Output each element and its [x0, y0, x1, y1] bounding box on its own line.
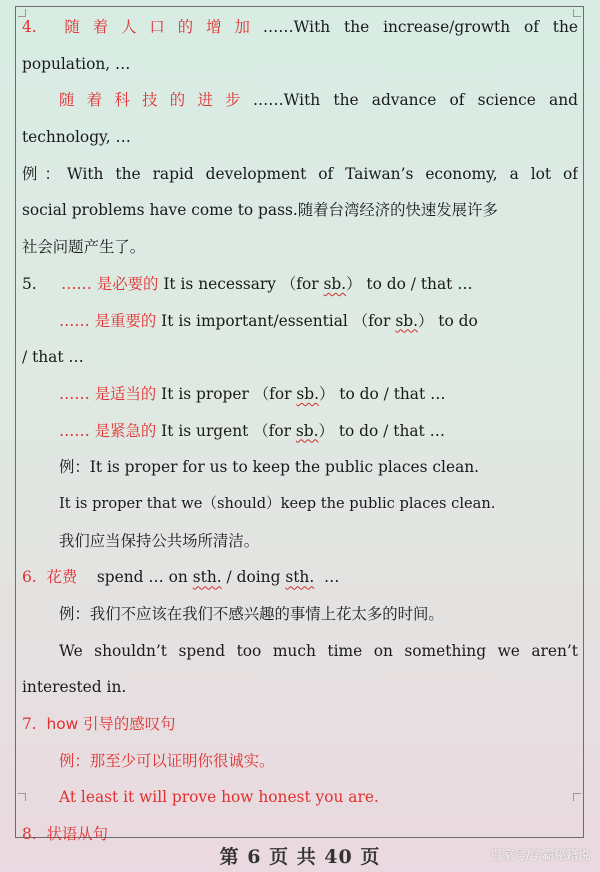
- item4-example-cn3: 社会问题产生了。: [22, 238, 146, 257]
- item5-b-cont: / that …: [22, 348, 84, 367]
- item5-a-en1: It is necessary （for: [163, 274, 319, 293]
- item6-example-en2: interested in.: [22, 678, 127, 697]
- item4-english-b: ……With the advance of science and: [252, 91, 578, 110]
- example-label: 例：: [22, 164, 67, 183]
- item4-example-en1: With the rapid development of Taiwan’s economy, a lot of: [66, 164, 578, 183]
- item6-example-en1: We shouldn’t spend too much time on something we aren’t: [59, 641, 578, 660]
- item4-phrase-a: 随着人口的增加: [64, 18, 263, 36]
- item4-english-a: ……With the increase/growth of the: [262, 18, 578, 36]
- item5-b-cn: 是重要的: [94, 311, 157, 330]
- item5-c-dots: ……: [59, 384, 90, 403]
- item5-b-en1: It is important/essential （for: [161, 311, 391, 330]
- item5-example-line1: [22, 449, 578, 486]
- item6-number: 6.: [22, 568, 37, 587]
- item6-line1: [22, 559, 578, 596]
- example-label: 例：: [59, 751, 90, 770]
- item6-example-line2: [22, 633, 578, 670]
- item5-a-cn: 是必要的: [96, 274, 159, 293]
- item5-d-en1: It is urgent （for: [161, 421, 291, 440]
- item5-example-cn: 我们应当保持公共场所清洁。: [59, 531, 260, 550]
- item5-example-line3: [22, 523, 578, 560]
- item7-line1: [22, 706, 578, 743]
- example-label: 例：: [59, 458, 90, 477]
- item4-line4: [22, 119, 578, 156]
- page-number: 第 6 页 共 40 页: [219, 846, 381, 868]
- watermark: 百家号/学霸秘籍说: [489, 848, 590, 862]
- item4-english-a-cont: population, …: [22, 54, 131, 73]
- item4-english-b-cont: technology, …: [22, 128, 131, 147]
- item4-example-cn2: 随着台湾经济的快速发展许多: [297, 201, 498, 220]
- item5-c-sb: sb.: [296, 384, 319, 403]
- item7-example-line2: [22, 779, 578, 816]
- item5-a-sb: sb.: [323, 274, 347, 293]
- item5-d-sb: sb.: [295, 421, 319, 440]
- item7-title: how 引导的感叹句: [46, 715, 176, 734]
- example-label: 例：: [59, 605, 90, 623]
- item6-example-line3: [22, 669, 578, 706]
- item6-example-cn: 我们不应该在我们不感兴趣的事情上花太多的时间。: [89, 605, 444, 623]
- item7-number: 7.: [22, 715, 37, 734]
- item7-example-line1: [22, 743, 578, 780]
- document-body: [22, 9, 578, 853]
- item5-c-en1: It is proper （for: [161, 384, 292, 403]
- item5-example-en1: It is proper for us to keep the public places clean.: [89, 458, 480, 477]
- item4-line2: [22, 46, 578, 83]
- item8-title: 状语从句: [46, 825, 109, 844]
- item5-example-line2: [22, 486, 578, 523]
- item5-a-dots: ……: [61, 274, 92, 293]
- item5-b-dots: ……: [59, 311, 90, 330]
- item6-en3: …: [324, 568, 340, 587]
- item5-c-cn: 是适当的: [94, 384, 157, 403]
- item4-example-line2: [22, 192, 578, 229]
- item5-line-c: [22, 376, 578, 413]
- item5-c-en2: ） to do / that …: [319, 384, 446, 403]
- item6-example-line1: [22, 596, 578, 633]
- item5-d-en2: ） to do / that …: [318, 421, 446, 440]
- item5-line-b-cont: [22, 339, 578, 376]
- item5-number: 5.: [22, 274, 37, 293]
- item4-example-line1: [22, 156, 578, 193]
- item4-example-en2: social problems have come to pass.: [22, 201, 298, 220]
- item5-line-a: [22, 266, 578, 303]
- item4-example-line3: [22, 229, 578, 266]
- item6-en1: spend … on: [96, 568, 188, 587]
- item6-en2: / doing: [226, 568, 281, 587]
- item5-example-en2: It is proper that we（should）keep the public places clean.: [59, 494, 496, 512]
- item5-line-b: [22, 303, 578, 340]
- item6-sth1: sth.: [192, 568, 222, 587]
- item5-line-d: [22, 413, 578, 450]
- item5-d-dots: ……: [59, 421, 90, 440]
- item5-a-en2: ） to do / that …: [346, 274, 473, 293]
- item6-sth2: sth.: [285, 568, 315, 587]
- item4-line1: [22, 9, 578, 46]
- item7-example-en: At least it will prove how honest you are.: [59, 788, 379, 807]
- item6-cn: 花费: [46, 568, 78, 587]
- item7-example-cn: 那至少可以证明你很诚实。: [89, 751, 275, 770]
- item4-line3: [22, 82, 578, 119]
- item5-b-sb: sb.: [395, 311, 418, 330]
- item8-number: 8.: [22, 825, 37, 844]
- item5-d-cn: 是紧急的: [94, 421, 157, 440]
- item5-b-en2: ） to do: [417, 311, 478, 330]
- item4-phrase-b: 随着科技的进步: [59, 91, 253, 110]
- item4-number: 4.: [22, 18, 37, 36]
